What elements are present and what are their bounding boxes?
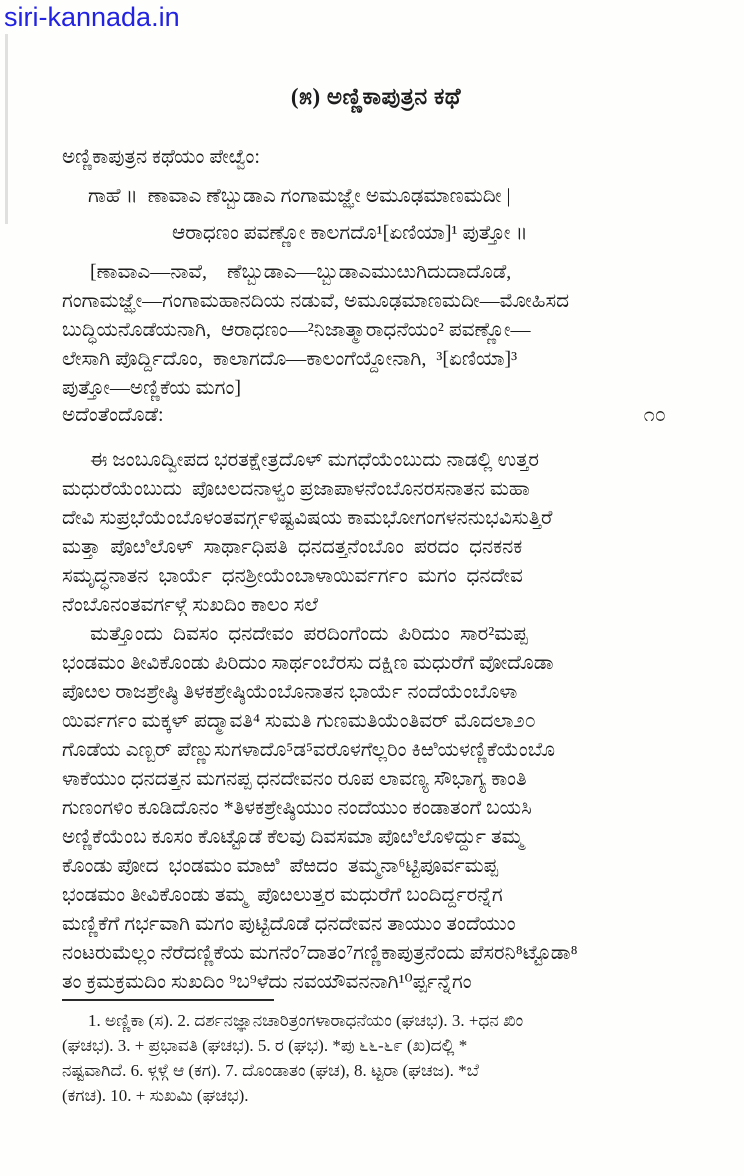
gloss-block [62,258,690,403]
body-line: ಮತ್ತೊಂದು ದಿವಸಂ ಧನದೇವಂ ಪರದಿಂಗೆಂದು ಪಿರಿದುಂ ಸಾರ²ಮಪ್ಪ [90,623,528,645]
body-line: ಭಂಡಮಂ ತೀವಿಕೊಂಡು ಪಿರಿದುಂ ಸಾರ್ಥಂಬೆರಸು ದಕ್ಷಿಣ ಮಧುರೆಗೆ ವೋದೊಡಾ [62,652,554,674]
section-row [62,404,690,427]
gloss-line: ಪುತ್ತೋ—ಅಣ್ಣಿಕೆಯ ಮಗಂ] [62,377,242,399]
body-line: ಭಂಡಮಂ ತೀವಿಕೊಂಡು ತಮ್ಮ ಪೊೞಲುತ್ತರ ಮಧುರೆಗೆ ಬಂದಿರ್ದ್ದರನ್ನೆಗ [62,884,503,906]
body-line: ಳಾಕೆಯುಂ ಧನದತ್ತನ ಮಗನಪ್ಪ ಧನದೇವನಂ ರೂಪ ಲಾವಣ್ಯ ಸೌಭಾಗ್ಯ ಕಾಂತಿ [62,768,527,790]
footnote-line: 1. ಅಣ್ಣಿಕಾ (ಸ). 2. ದರ್ಶನಜ್ಞಾನಚಾರಿತ್ರಂಗಳಾರಾಧನೆಯಂ (ಘಚಭ). 3. +ಧನ ಖಿಂ [88,1011,524,1030]
page-number: ೧೦ [643,404,666,426]
paragraph-2 [62,620,690,997]
paragraph-1 [62,446,690,620]
verse-block [62,178,716,252]
body-line: ಪೊೞಲ ರಾಜಶ್ರೇಷ್ಠಿ ತಿಳಕಶ್ರೇಷ್ಠಿಯೆಂಬೊನಾತನ ಭಾರ್ಯೆ ನಂದೆಯೆಂಬೊಳಾ [62,681,518,703]
body-line: ಈ ಜಂಬೂದ್ವೀಪದ ಭರತಕ್ಷೇತ್ರದೊಳ್ ಮಗಧೆಯೆಂಬುದು ನಾಡಲ್ಲಿ ಉತ್ತರ [90,449,539,471]
body-line: ಮತ್ತಾ ಪೊೞಿಲೊಳ್ ಸಾರ್ಥಾಧಿಪತಿ ಧನದತ್ತನೆಂಬೊಂ ಪರದಂ ಧನಕನಕ [62,536,523,558]
watermark-site-name: siri-kannada.in [4,2,180,32]
body-line: ಸಮೃದ್ಧನಾತನ ಭಾರ್ಯೆ ಧನಶ್ರೀಯೆಂಬಾಳಾಯಿರ್ವರ್ಗಂ ಮಗಂ ಧನದೇವ [62,565,523,587]
body-line: ಮಣ್ಣಿಕೆಗೆ ಗರ್ಭವಾಗಿ ಮಗಂ ಪುಟ್ಟಿದೊಡೆ ಧನದೇವನ ತಾಯುಂ ತಂದೆಯುಂ [62,913,516,935]
gloss-line: ಬುದ್ಧಿಯನೊಡೆಯನಾಗಿ, ಆರಾಧಣಂ—²ನಿಜಾತ್ಮಾರಾಧನೆಯಂ² ಪವಣ್ಣೋ— [62,319,531,341]
body-line: ಅಣ್ಣಿಕೆಯೆಂಬ ಕೂಸಂ ಕೊಟ್ಟೊಡೆ ಕೆಲವು ದಿವಸಮಾ ಪೊೞಿಲೊಳಿರ್ದ್ದು ತಮ್ಮ [62,826,524,848]
body-line: ನಂಟರುಮೆಲ್ಲಂ ನೆರೆದಣ್ಣಿಕೆಯ ಮಗನೆಂ⁷ದಾತಂ⁷ಗಣ್ಣಿಕಾಪುತ್ರನೆಂದು ಪೆಸರನಿ⁸ಟ್ಟೊಡಾ⁸ [62,942,578,964]
body-line: ದೇವಿ ಸುಪ್ರಭೆಯೆಂಬೊಳಂತವರ್ಗ್ಗಳಿಷ್ಟವಿಷಯ ಕಾಮಭೋಗಂಗಳನನುಭವಿಸುತ್ತಿರೆ [62,507,553,529]
section-heading: ಅದೆಂತೆಂದೊಡೆ: [62,404,164,426]
verse-line: ಆರಾಧಣಂ ಪವಣ್ಣೋ ಕಾಲಗದೊ¹[ಏಣಿಯಾ]¹ ಪುತ್ತೋ ॥ [172,222,528,244]
gloss-line: ಲೇಸಾಗಿ ಪೊರ್ದ್ದಿದೊಂ, ಕಾಲಾಗದೊ—ಕಾಲಂಗೆಯ್ದೋನಾಗಿ, ³[ಏಣಿಯಾ]³ [62,348,518,370]
body-line: ಗುಣಂಗಳಿಂ ಕೂಡಿದೊನಂ *ತಿಳಕಶ್ರೇಷ್ಠಿಯುಂ ನಂದೆಯುಂ ಕಂಡಾತಂಗೆ ಬಯಸಿ [62,797,532,819]
verse-line: ಗಾಹೆ ॥ ಣಾವಾಎ ಣೆಬ್ಬುಡಾಎ ಗಂಗಾಮಜ್ಝೇ ಅಮೂಢಮಾಣಮದೀ | [88,185,511,207]
footnote-line: (ಘಚಭ). 3. + ಪ್ರಭಾವತಿ (ಘಚಭ). 5. ರ (ಘಭ). *ಪು ೬೬-೬೯ (ಖ)ದಲ್ಲಿ * [62,1036,468,1055]
body-line: ಯಿರ್ವರ್ಗಂ ಮಕ್ಕಳ್ ಪದ್ಮಾವತಿ⁴ ಸುಮತಿ ಗುಣಮತಿಯೆಂತಿವರ್ ಮೊದಲಾ೨೦ [62,710,536,732]
footnote-line: ನಷ್ಟವಾಗಿದೆ. 6. ಳ್ಗಳ್ಗೆ ಆ (ಕಗ). 7. ದೊಂಡಾತಂ (ಘಚ), 8. ಟ್ಟರಾ (ಘಚಜ). *ಬೆ [62,1061,479,1080]
body-line: ನೆಂಬೊನಂತವರ್ಗಳ್ಗೆ ಸುಖದಿಂ ಕಾಲಂ ಸಲೆ [62,594,318,616]
footnote-line: (ಕಗಚ). 10. + ಸುಖಮಿ (ಘಚಭ). [62,1086,249,1105]
intro-line: ಅಣ್ಣಿಕಾಪುತ್ರನ ಕಥೆಯಂ ಪೇೞ್ವೆಂ: [62,146,260,168]
footnote-separator [62,999,274,1001]
body-line: ಕೊಂಡು ಪೋದ ಭಂಡಮಂ ಮಾಱಿ ಪೆಱದಂ ತಮ್ಮನಾ⁶ಟ್ಟಿಪೂರ್ವಮಪ್ಪ [62,855,498,877]
scan-edge-artifact [5,34,8,224]
body-line: ತಂ ಕ್ರಮಕ್ರಮದಿಂ ಸುಖದಿಂ ⁹ಬ⁹ಳೆದು ನವಯೌವನನಾಗಿ¹⁰ರ್ಪ್ಪನ್ನೆಗಂ [62,971,472,993]
body-line: ಮಧುರೆಯೆಂಬುದು ಪೊೞಲದನಾಳ್ವಂ ಪ್ರಜಾಪಾಳನೆಂಬೊನರಸನಾತನ ಮಹಾ [62,478,530,500]
footnotes-block [62,1008,690,1108]
gloss-line: [ಣಾವಾಎ—ನಾವೆ, ಣೆಬ್ಬುಡಾಎ—ಬ್ಬುಡಾಎಮುೞುಗಿದುದಾದೊಡೆ, [90,261,512,283]
story-title: (೫) ಅಣ್ಣಿಕಾಪುತ್ರನ ಕಥೆ [290,84,462,109]
gloss-line: ಗಂಗಾಮಜ್ಝೇ—ಗಂಗಾಮಹಾನದಿಯ ನಡುವೆ, ಅಮೂಢಮಾಣಮದೀ—ಮೋಹಿಸದ [62,290,570,312]
body-line: ಗೊಡೆಯ ಎಣ್ಬರ್ ಪೆಣ್ಣುಸುಗಳಾದೊ⁵ಡ⁵ವರೊಳಗೆಲ್ಲರಿಂ ಕಿಱಿಯಳಣ್ಣಿಕೆಯೆಂಬೊ [62,739,555,761]
